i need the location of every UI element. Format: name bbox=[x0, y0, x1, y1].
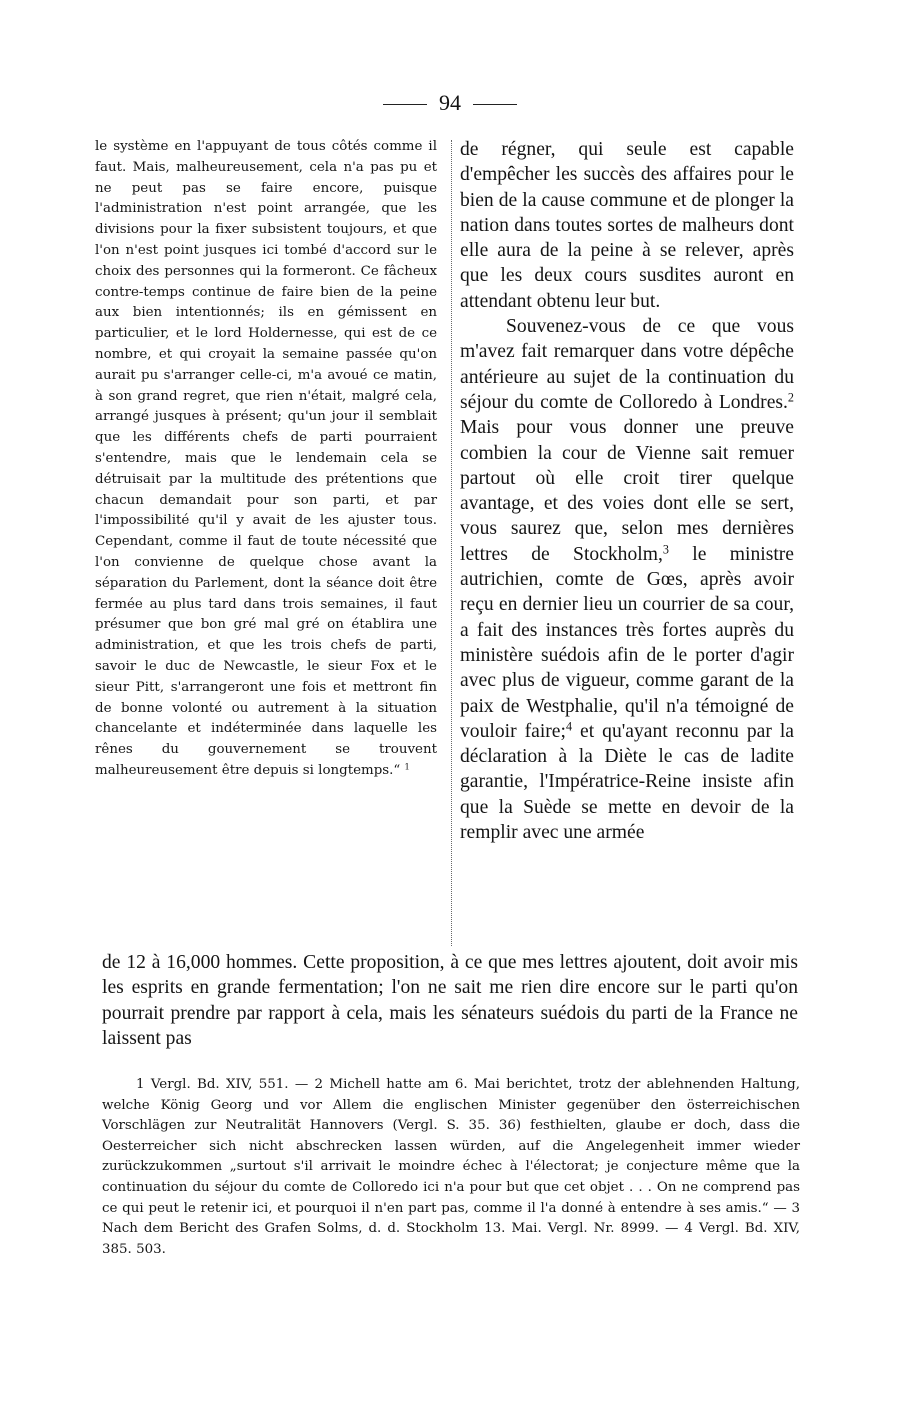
full-width-text bbox=[102, 950, 798, 1051]
right-paragraph-1: de régner, qui seule est capable d'empêcher les succès des affaires pour le bien de la cause commune et de plonger la nation dans toutes sortes de malheurs dont elle aura de la peine à se relever, après que les deux cours susdites auront en attendant obtenu leur but. bbox=[460, 139, 794, 312]
rule-right bbox=[473, 104, 517, 105]
right-column bbox=[460, 137, 794, 845]
right-paragraph-2: Souvenez-vous de ce que vous m'avez fait remarquer dans votre dépêche antérieure au sujet de la continuation du séjour du comte de Colloredo à Londres.$^2$ Mais pour vous donner une preuve combien la cour de Vienne sait remuer partout où elle croit tirer quelque avantage, et des voies dont elle se sert, vous saurez que, selon mes dernières lettres de Stockholm,$^3$ le ministre autrichien, comte de Gœs, après avoir reçu en dernier lieu un courrier de sa cour, a fait des instances très fortes auprès du ministère suédois afin de le porter d'agir avec plus de vigueur, comme garant de la paix de Westphalie, qu'il n'a témoigné de vouloir faire;$^4$ et qu'ayant reconnu par la déclaration à la Diète le cas de ladite garantie, l'Impératrice-Reine insiste afin que la Suède se mette en devoir de la remplir avec une armée bbox=[460, 316, 794, 844]
footnote-3-text: Nach dem Bericht des Grafen Solms, d. d. Stockholm 13. Mai. Vergl. Nr. 8999. — bbox=[102, 1221, 685, 1237]
rule-left bbox=[383, 104, 427, 105]
footnote-ref-1: 1 bbox=[404, 761, 410, 772]
footnote-1-text: Vergl. Bd. XIV, 551. — bbox=[144, 1077, 315, 1092]
footnote-block bbox=[102, 1075, 800, 1260]
footnote-2-text: Michell hatte am 6. Mai berichtet, trotz der ablehnenden Haltung, welche König Georg und vor Allem die englischen Minister gegenüber den österreichischen Vorschlägen zur Neutralität Hannovers (Vergl. S. 35. 36) festhielten, glaube er doch, dass die Oesterreicher sich nicht abschrecken lassen würden, auf die Angelegenheit immer wieder zurückzukommen „surtout s'il arrivait le moindre échec à l'électorat; je conjecture même que la continuation du séjour du comte de Colloredo ici n'a pour but que cet objet . . . On ne comprend pas ce qui peut le retenir ici, et pourquoi il n'en part pas, comme il l'a donné à entendre à ses amis.“ — bbox=[102, 1077, 800, 1216]
footnote-1-number: 1 bbox=[136, 1077, 145, 1092]
footnote-ref-3: 3 bbox=[662, 542, 669, 557]
footnotes bbox=[102, 1075, 800, 1260]
page-number: 94 bbox=[0, 90, 900, 116]
footnote-4-number: 4 bbox=[684, 1221, 693, 1237]
left-column-paragraph: le système en l'appuyant de tous côtés comme il faut. Mais, malheureusement, cela n'a pas pu et ne peut pas se faire encore, puisque l'administration n'est point arrangée, que les divisions pour la fixer subsistent toujours, et que l'on n'est point jusques ici tombé d'accord sur le choix des personnes qui la formeront. Ce fâcheux contre-temps continue de faire bien de la peine aux bien intentionnés; ils en gémissent en particulier, et le lord Holdernesse, qui est de ce nombre, et qui croyait la semaine passée qu'on aurait pu s'arranger celle-ci, m'a avoué ce matin, à son grand regret, que rien n'était, malgré cela, arrangé jusques à présent; qu'un jour il semblait que les différents chefs de parti pourraient s'entendre, mais que le lendemain cela se détruisait par la multitude des prétentions que chacun demandait pour son parti, et par l'impossibilité qu'il y avait de les ajuster tous. Cependant, comme il faut de toute nécessité que l'on convienne de quelque chose avant la séparation du Parlement, dont la séance doit être fermée au plus tard dans trois semaines, il faut présumer que bon gré mal gré on établira une administration, et que les trois chefs de parti, savoir le duc de Newcastle, le sieur Fox et le sieur Pitt, s'arrangeront une fois et mettront fin de bonne volonté ou autrement à la situation chancelante et indéterminée dans laquelle les rênes du gouvernement se trouvent malheureusement être depuis si longtemps.“ $^1$ bbox=[95, 139, 437, 778]
column-divider bbox=[451, 140, 452, 946]
left-column bbox=[95, 137, 437, 782]
full-width-paragraph: de 12 à 16,000 hommes. Cette proposition, à ce que mes lettres ajoutent, doit avoir mis les esprits en grande fermentation; l'on ne sait me rien dire encore sur le parti qu'on pourrait prendre par rapport à cela, mais les sénateurs suédois du parti de la France ne laissent pas bbox=[102, 952, 798, 1049]
footnote-ref-2: 2 bbox=[787, 390, 794, 405]
footnote-2-number: 2 bbox=[314, 1077, 324, 1092]
footnote-ref-4: 4 bbox=[565, 719, 573, 734]
footnote-4-text: Vergl. Bd. XIV, 385. 503. bbox=[102, 1221, 800, 1257]
footnote-3-number: 3 bbox=[791, 1200, 800, 1216]
